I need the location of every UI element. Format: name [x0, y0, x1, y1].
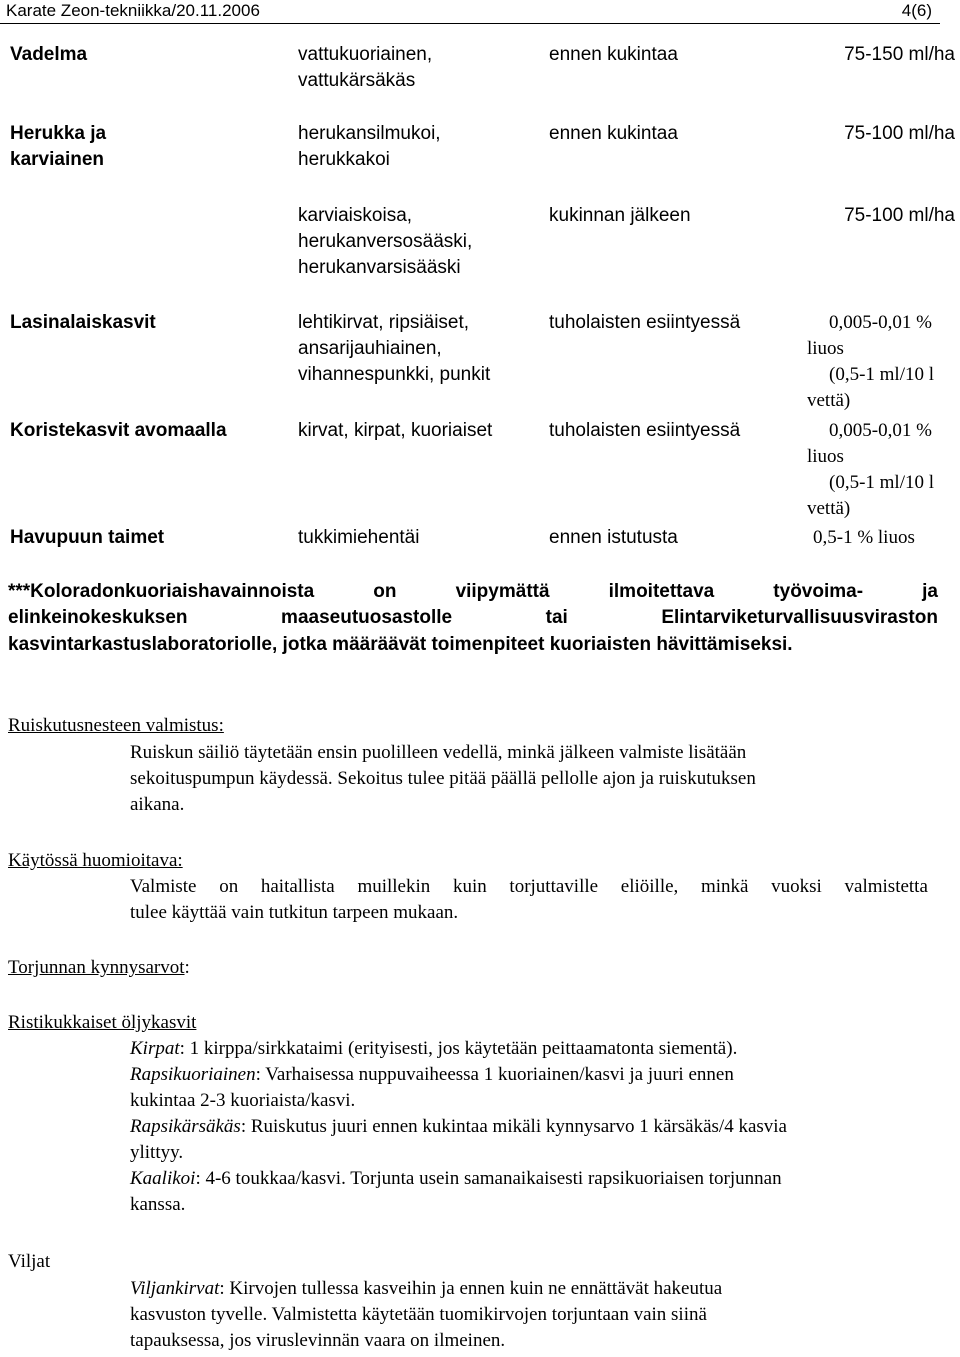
text-line [130, 874, 928, 900]
usage-heading: Käytössä huomioitava: [8, 850, 183, 871]
preparation-text [130, 740, 940, 818]
text-line: tulee käyttää vain tutkitun tarpeen mukaan. [130, 902, 459, 923]
page-number: 4(6) [901, 1, 932, 20]
table-cell-timing: ennen kukintaa [549, 44, 678, 65]
dose-line: 0,005-0,01 % [829, 312, 932, 333]
word: eliöille, [620, 876, 679, 897]
table-cell-pest: vattukuoriainen, vattukärsäkäs [298, 44, 433, 91]
cereals-heading: Viljat [8, 1251, 51, 1272]
pest-text: : Varhaisessa nuppuvaiheessa 1 kuoriainen/kasvi ja juuri ennen [255, 1064, 734, 1085]
notice-line [8, 605, 938, 631]
dose-line: liuos [807, 446, 844, 467]
page-header [0, 0, 940, 24]
table-cell-dose [807, 310, 957, 414]
notice-word: elinkeinokeskuksen [8, 607, 188, 628]
table-cell-crop: Herukka ja karviainen [10, 123, 107, 170]
word: vuoksi [771, 876, 822, 897]
dose-line: vettä) [807, 498, 851, 519]
notice-word: ilmoitettava [608, 581, 715, 602]
notice-word: maaseutuosastolle [281, 607, 453, 628]
text-line: ylittyy. [130, 1142, 184, 1163]
word: torjuttaville [509, 876, 599, 897]
word: haitallista [260, 876, 335, 897]
text-line: tapauksessa, jos viruslevinnän vaara on ilmeinen. [130, 1330, 506, 1351]
word: minkä [700, 876, 749, 897]
table-cell-crop: Vadelma [10, 44, 88, 65]
table-cell-pest: lehtikirvat, ripsiäiset, ansarijauhiainen, vihannespunkki, punkit [298, 312, 491, 385]
dose-line: (0,5-1 ml/10 l [829, 472, 935, 493]
pest-term: Kaalikoi [130, 1168, 196, 1189]
text-line: kasvuston tyvelle. Valmistetta käytetään tuomikirvojen torjuntaan vain siinä [130, 1304, 707, 1325]
notice-word: Elintarviketurvallisuusviraston [661, 607, 938, 628]
dose-line: (0,5-1 ml/10 l [829, 364, 935, 385]
word: valmistetta [844, 876, 928, 897]
text-line [130, 1036, 940, 1062]
thresholds-heading-text: Torjunnan kynnysarvot [8, 957, 185, 978]
pest-term: Kirpat [130, 1038, 180, 1059]
pest-text: : Ruiskutus juuri ennen kukintaa mikäli kynnysarvo 1 kärsäkäs/4 kasvia [240, 1116, 787, 1137]
text-line [130, 1276, 940, 1302]
text-line: Ruiskun säiliö täytetään ensin puolilleen vedellä, minkä jälkeen valmiste lisätään [130, 742, 747, 763]
table-cell-timing: ennen istutusta [549, 527, 678, 548]
preparation-heading: Ruiskutusnesteen valmistus: [8, 715, 224, 736]
text-line [130, 1114, 940, 1140]
table-cell-dose: 0,5-1 % liuos [813, 527, 915, 548]
table-cell-pest: karviaiskoisa, herukanversosääski, herukanvarsisääski [298, 205, 473, 278]
table-cell-dose: 75-100 ml/ha [844, 205, 955, 226]
word: on [219, 876, 239, 897]
table-cell-pest: herukansilmukoi, herukkakoi [298, 123, 441, 170]
table-cell-timing: ennen kukintaa [549, 123, 678, 144]
word: muillekin [357, 876, 431, 897]
pest-text: : Kirvojen tullessa kasveihin ja ennen kuin ne ennättävät hakeutua [219, 1278, 723, 1299]
table-cell-pest: tukkimiehentäi [298, 527, 420, 548]
pest-term: Rapsikuoriainen [130, 1064, 256, 1085]
word: Valmiste [130, 876, 197, 897]
table-cell-timing: kukinnan jälkeen [549, 205, 691, 226]
oilseed-thresholds [130, 1036, 940, 1218]
text-line [130, 1166, 940, 1192]
notice-line: kasvintarkastuslaboratoriolle, jotka määräävät toimenpiteet kuoriaisten hävittämiseksi. [8, 634, 793, 655]
thresholds-heading [8, 955, 190, 981]
text-line: kukintaa 2-3 kuoriaista/kasvi. [130, 1090, 356, 1111]
word: kuin [452, 876, 487, 897]
colon: : [184, 957, 190, 978]
dose-line: 0,005-0,01 % [829, 420, 932, 441]
notice-word: ja [922, 581, 938, 602]
notice-word: tai [545, 607, 568, 628]
table-cell-pest: kirvat, kirpat, kuoriaiset [298, 420, 493, 441]
table-cell-dose: 75-100 ml/ha [844, 123, 955, 144]
text-line: kanssa. [130, 1194, 186, 1215]
pest-term: Viljankirvat [130, 1278, 220, 1299]
dose-line: liuos [807, 338, 844, 359]
text-line: sekoituspumpun käydessä. Sekoitus tulee pitää päällä pellolle ajon ja ruiskutuksen [130, 768, 756, 789]
cereals-thresholds [130, 1276, 940, 1354]
notice-word: on [373, 581, 397, 602]
table-cell-dose: 75-150 ml/ha [844, 44, 955, 65]
oilseed-heading: Ristikukkaiset öljykasvit [8, 1012, 197, 1033]
pest-text: : 1 kirppa/sirkkataimi (erityisesti, jos käytetään peittaamatonta siementä). [179, 1038, 738, 1059]
notice-word: työvoima- [773, 581, 864, 602]
pest-text: : 4-6 toukkaa/kasvi. Torjunta usein samanaikaisesti rapsikuoriaisen torjunnan [195, 1168, 782, 1189]
notice-line [8, 579, 938, 605]
table-cell-dose [807, 418, 957, 522]
dose-line: vettä) [807, 390, 851, 411]
table-cell-crop: Havupuun taimet [10, 527, 165, 548]
notice-word: viipymättä [455, 581, 550, 602]
document-title: Karate Zeon-tekniikka/20.11.2006 [6, 1, 260, 20]
text-line: aikana. [130, 794, 185, 815]
text-line [130, 1062, 940, 1088]
table-cell-crop: Lasinalaiskasvit [10, 312, 156, 333]
notice-word: ***Koloradonkuoriaishavainnoista [8, 581, 315, 602]
table-cell-crop: Koristekasvit avomaalla [10, 420, 227, 441]
table-cell-timing: tuholaisten esiintyessä [549, 420, 741, 441]
pest-term: Rapsikärsäkäs [130, 1116, 241, 1137]
table-cell-timing: tuholaisten esiintyessä [549, 312, 741, 333]
